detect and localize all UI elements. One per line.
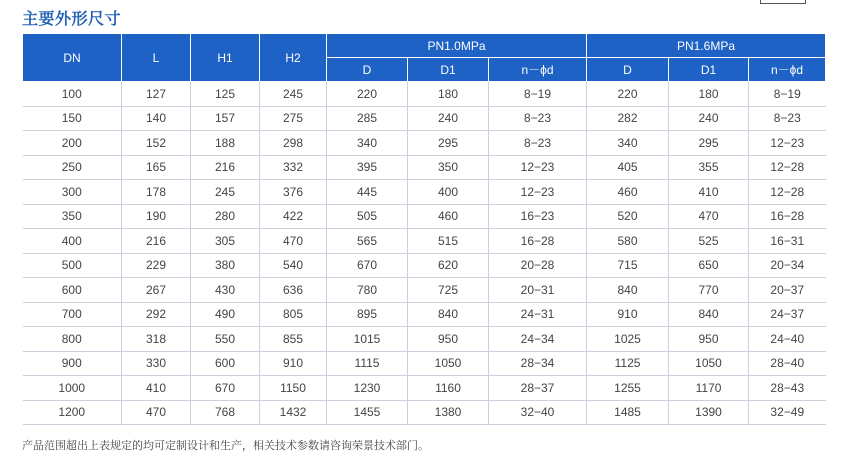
- table-cell: 670: [327, 253, 408, 278]
- table-cell: 895: [327, 302, 408, 327]
- table-cell: 12−28: [749, 155, 826, 180]
- table-cell: 220: [327, 82, 408, 107]
- table-cell: 245: [260, 82, 327, 107]
- table-cell: 805: [260, 302, 327, 327]
- table-cell: 840: [587, 278, 669, 303]
- table-cell: 410: [669, 180, 749, 205]
- table-cell: 1255: [587, 376, 669, 401]
- table-cell: 127: [122, 82, 191, 107]
- table-cell: 125: [191, 82, 260, 107]
- table-cell: 180: [669, 82, 749, 107]
- table-cell: 12−28: [749, 180, 826, 205]
- table-cell: 295: [408, 131, 489, 156]
- header-dn: DN: [23, 34, 122, 82]
- table-row: [23, 155, 826, 180]
- table-cell: 715: [587, 253, 669, 278]
- table-cell: 515: [408, 229, 489, 254]
- table-cell: 800: [23, 327, 122, 352]
- header-pn16-d1: D1: [669, 58, 749, 82]
- table-cell: 400: [23, 229, 122, 254]
- table-cell: 355: [669, 155, 749, 180]
- table-cell: 8−23: [489, 106, 587, 131]
- table-cell: 8−23: [749, 106, 826, 131]
- table-cell: 540: [260, 253, 327, 278]
- table-row: [23, 106, 826, 131]
- table-row: [23, 229, 826, 254]
- table-cell: 216: [122, 229, 191, 254]
- table-cell: 20−28: [489, 253, 587, 278]
- table-cell: 20−37: [749, 278, 826, 303]
- table-cell: 636: [260, 278, 327, 303]
- table-cell: 282: [587, 106, 669, 131]
- table-cell: 1380: [408, 400, 489, 425]
- table-cell: 340: [327, 131, 408, 156]
- table-cell: 500: [23, 253, 122, 278]
- table-cell: 24−31: [489, 302, 587, 327]
- table-cell: 100: [23, 82, 122, 107]
- table-cell: 28−40: [749, 351, 826, 376]
- table-cell: 1015: [327, 327, 408, 352]
- table-cell: 770: [669, 278, 749, 303]
- table-cell: 220: [587, 82, 669, 107]
- dimension-table: [22, 33, 826, 425]
- table-cell: 150: [23, 106, 122, 131]
- table-row: [23, 302, 826, 327]
- table-cell: 32−40: [489, 400, 587, 425]
- table-cell: 16−31: [749, 229, 826, 254]
- table-cell: 250: [23, 155, 122, 180]
- table-cell: 165: [122, 155, 191, 180]
- table-cell: 725: [408, 278, 489, 303]
- table-cell: 855: [260, 327, 327, 352]
- table-cell: 505: [327, 204, 408, 229]
- section-title: 主要外形尺寸: [22, 9, 122, 28]
- header-pn16-n-phi-d: n－ϕd: [749, 58, 826, 82]
- table-cell: 20−34: [749, 253, 826, 278]
- table-cell: 298: [260, 131, 327, 156]
- table-cell: 1170: [669, 376, 749, 401]
- table-cell: 950: [408, 327, 489, 352]
- table-cell: 910: [587, 302, 669, 327]
- table-cell: 470: [122, 400, 191, 425]
- table-cell: 780: [327, 278, 408, 303]
- table-cell: 295: [669, 131, 749, 156]
- table-cell: 12−23: [489, 180, 587, 205]
- table-cell: 1485: [587, 400, 669, 425]
- table-cell: 1000: [23, 376, 122, 401]
- table-cell: 525: [669, 229, 749, 254]
- table-cell: 8−19: [749, 82, 826, 107]
- table-row: [23, 400, 826, 425]
- table-cell: 1025: [587, 327, 669, 352]
- table-cell: 900: [23, 351, 122, 376]
- table-cell: 292: [122, 302, 191, 327]
- table-cell: 1050: [408, 351, 489, 376]
- table-cell: 490: [191, 302, 260, 327]
- header-l: L: [122, 34, 191, 82]
- table-cell: 32−49: [749, 400, 826, 425]
- table-cell: 1455: [327, 400, 408, 425]
- table-cell: 267: [122, 278, 191, 303]
- table-cell: 400: [408, 180, 489, 205]
- table-cell: 190: [122, 204, 191, 229]
- table-cell: 318: [122, 327, 191, 352]
- table-cell: 275: [260, 106, 327, 131]
- table-cell: 20−31: [489, 278, 587, 303]
- table-cell: 16−28: [749, 204, 826, 229]
- table-cell: 300: [23, 180, 122, 205]
- table-cell: 600: [191, 351, 260, 376]
- header-h1: H1: [191, 34, 260, 82]
- table-cell: 24−34: [489, 327, 587, 352]
- table-row: [23, 253, 826, 278]
- table-cell: 376: [260, 180, 327, 205]
- table-row: [23, 82, 826, 107]
- table-cell: 1125: [587, 351, 669, 376]
- footnote: 产品范围超出上表规定的均可定制设计和生产，相关技术参数请咨询荣景技术部门。: [22, 439, 429, 452]
- table-cell: 550: [191, 327, 260, 352]
- table-cell: 240: [669, 106, 749, 131]
- table-cell: 8−23: [489, 131, 587, 156]
- header-h2: H2: [260, 34, 327, 82]
- table-cell: 840: [669, 302, 749, 327]
- table-cell: 395: [327, 155, 408, 180]
- table-cell: 188: [191, 131, 260, 156]
- header-pn16: PN1.6MPa: [587, 34, 826, 58]
- table-row: [23, 204, 826, 229]
- table-cell: 330: [122, 351, 191, 376]
- table-row: [23, 131, 826, 156]
- table-cell: 216: [191, 155, 260, 180]
- table-cell: 910: [260, 351, 327, 376]
- table-cell: 470: [669, 204, 749, 229]
- header-pn10-d: D: [327, 58, 408, 82]
- table-cell: 1390: [669, 400, 749, 425]
- table-row: [23, 351, 826, 376]
- table-cell: 28−34: [489, 351, 587, 376]
- header-pn10-d1: D1: [408, 58, 489, 82]
- table-cell: 245: [191, 180, 260, 205]
- table-cell: 140: [122, 106, 191, 131]
- table-cell: 410: [122, 376, 191, 401]
- table-cell: 520: [587, 204, 669, 229]
- table-cell: 157: [191, 106, 260, 131]
- table-cell: 580: [587, 229, 669, 254]
- table-cell: 24−40: [749, 327, 826, 352]
- table-cell: 178: [122, 180, 191, 205]
- table-cell: 332: [260, 155, 327, 180]
- table-cell: 12−23: [489, 155, 587, 180]
- table-row: [23, 327, 826, 352]
- table-cell: 180: [408, 82, 489, 107]
- table-cell: 16−28: [489, 229, 587, 254]
- table-cell: 28−43: [749, 376, 826, 401]
- table-cell: 1200: [23, 400, 122, 425]
- table-row: [23, 180, 826, 205]
- table-cell: 24−37: [749, 302, 826, 327]
- table-cell: 445: [327, 180, 408, 205]
- table-cell: 1230: [327, 376, 408, 401]
- table-cell: 650: [669, 253, 749, 278]
- table-cell: 1150: [260, 376, 327, 401]
- corner-dimension-mark: [760, 0, 806, 4]
- table-cell: 700: [23, 302, 122, 327]
- table-cell: 1432: [260, 400, 327, 425]
- table-cell: 1050: [669, 351, 749, 376]
- table-cell: 422: [260, 204, 327, 229]
- table-cell: 152: [122, 131, 191, 156]
- table-row: [23, 376, 826, 401]
- table-cell: 12−23: [749, 131, 826, 156]
- table-cell: 350: [23, 204, 122, 229]
- table-cell: 430: [191, 278, 260, 303]
- table-cell: 950: [669, 327, 749, 352]
- table-cell: 305: [191, 229, 260, 254]
- table-cell: 350: [408, 155, 489, 180]
- table-cell: 28−37: [489, 376, 587, 401]
- table-cell: 229: [122, 253, 191, 278]
- header-pn10-n-phi-d: n－ϕd: [489, 58, 587, 82]
- table-cell: 768: [191, 400, 260, 425]
- header-pn16-d: D: [587, 58, 669, 82]
- table-cell: 840: [408, 302, 489, 327]
- table-cell: 470: [260, 229, 327, 254]
- header-pn10: PN1.0MPa: [327, 34, 587, 58]
- table-cell: 460: [408, 204, 489, 229]
- table-cell: 405: [587, 155, 669, 180]
- table-row: [23, 278, 826, 303]
- table-cell: 8−19: [489, 82, 587, 107]
- table-cell: 240: [408, 106, 489, 131]
- table-cell: 340: [587, 131, 669, 156]
- table-cell: 280: [191, 204, 260, 229]
- table-cell: 1160: [408, 376, 489, 401]
- table-cell: 1115: [327, 351, 408, 376]
- table-cell: 200: [23, 131, 122, 156]
- table-cell: 620: [408, 253, 489, 278]
- table-cell: 285: [327, 106, 408, 131]
- table-body: [23, 82, 826, 425]
- table-cell: 600: [23, 278, 122, 303]
- table-cell: 565: [327, 229, 408, 254]
- table-cell: 380: [191, 253, 260, 278]
- table-cell: 460: [587, 180, 669, 205]
- table-cell: 670: [191, 376, 260, 401]
- table-cell: 16−23: [489, 204, 587, 229]
